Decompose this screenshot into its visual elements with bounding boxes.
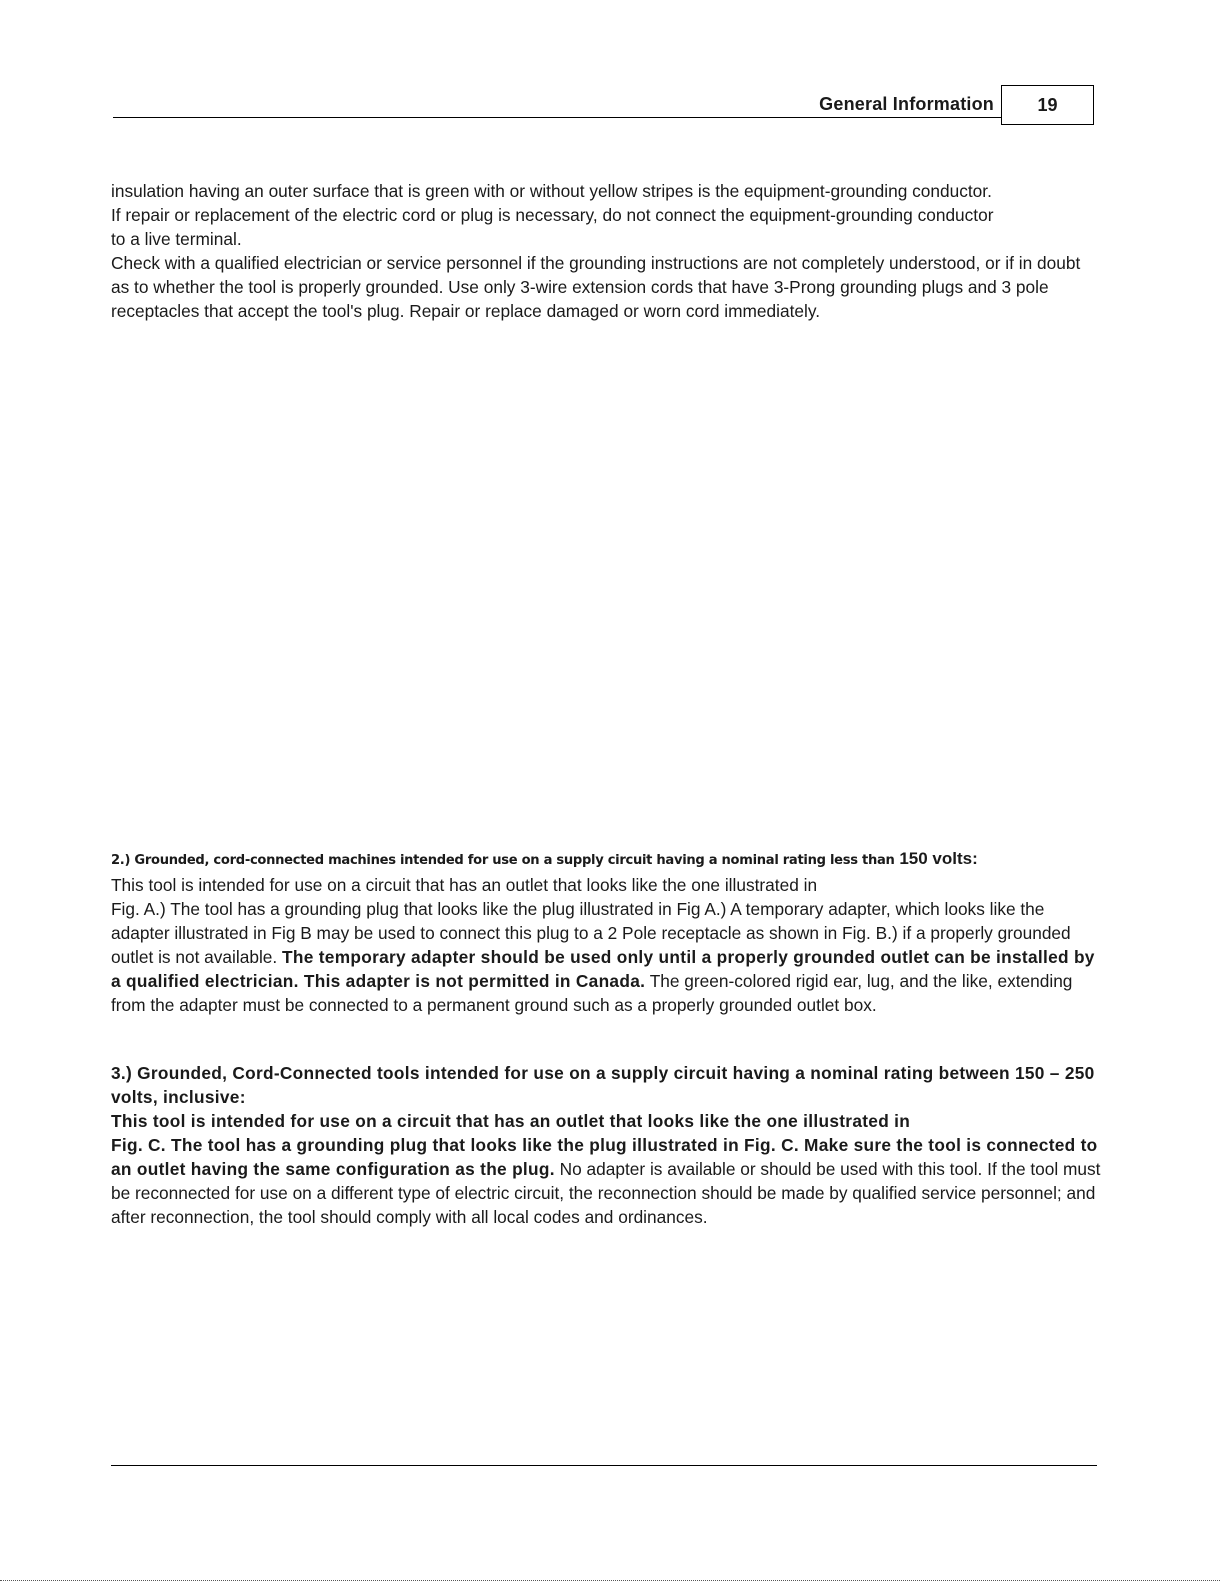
- header-rule: [113, 117, 1002, 118]
- intro-line-3: to a live terminal.: [111, 229, 242, 249]
- section-3-heading: 3.) Grounded, Cord-Connected tools intended for use on a supply circuit having a nominal rating between 150 – 250 volts, inclusive:: [111, 1063, 1095, 1107]
- page-edge: [0, 1580, 1220, 1581]
- intro-text: [111, 179, 1101, 323]
- section-2-body-end: The green-colored rigid ear, lug, and the like, extending from the adapter must be connected to a permanent ground such as a properly grounded outlet box.: [111, 971, 1073, 1015]
- intro-line-2: If repair or replacement of the electric cord or plug is necessary, do not connect the equipment-grounding conductor: [111, 205, 994, 225]
- section-3-body: [111, 1133, 1101, 1229]
- section-3-body-bold: Fig. C. The tool has a grounding plug that looks like the plug illustrated in Fig. C. Make sure the tool is connected to an outlet having the same configuration as the plug.: [111, 1135, 1098, 1179]
- section-3-line-1: This tool is intended for use on a circuit that has an outlet that looks like the one illustrated in: [111, 1111, 911, 1131]
- section-2-body: [111, 897, 1101, 1017]
- section-2: [111, 846, 1101, 1017]
- section-2-heading: [111, 846, 1101, 873]
- section-2-heading-volts: 150 volts:: [899, 849, 978, 868]
- intro-line-1: insulation having an outer surface that is green with or without yellow stripes is the equipment-grounding conductor.: [111, 181, 992, 201]
- footer-rule: [111, 1465, 1097, 1466]
- section-2-body-bold: The temporary adapter should be used only until a properly grounded outlet can be installed by a qualified electrician. This adapter is not permitted in Canada.: [111, 947, 1095, 991]
- section-title: General Information: [819, 94, 994, 114]
- section-2-heading-volts-wrap: [899, 849, 978, 868]
- section-3: [111, 1061, 1101, 1229]
- page-number: 19: [1001, 85, 1094, 125]
- section-2-line-1: This tool is intended for use on a circuit that has an outlet that looks like the one illustrated in: [111, 875, 818, 895]
- section-3-body-end: No adapter is available or should be used with this tool. If the tool must be reconnected for use on a different type of electric circuit, the reconnection should be made by qualified service personnel; and after reconnection, the tool should comply with all local codes and ordinances.: [111, 1159, 1101, 1227]
- section-2-heading-text: 2.) Grounded, cord-connected machines intended for use on a supply circuit having a nominal rating less than: [111, 853, 895, 868]
- section-2-body-start: Fig. A.) The tool has a grounding plug that looks like the plug illustrated in Fig A.) A temporary adapter, which looks like the adapter illustrated in Fig B may be used to connect this plug to a 2 Pole receptacle as shown in Fig. B.) if a properly grounded outlet is not available.: [111, 899, 1071, 967]
- intro-paragraph-2: Check with a qualified electrician or service personnel if the grounding instructions are not completely understood, or if in doubt as to whether the tool is properly grounded. Use only 3-wire extension cords that have 3-Prong grounding plugs and 3 pole receptacles that accept the tool's plug. Repair or replace damaged or worn cord immediately.: [111, 253, 1081, 321]
